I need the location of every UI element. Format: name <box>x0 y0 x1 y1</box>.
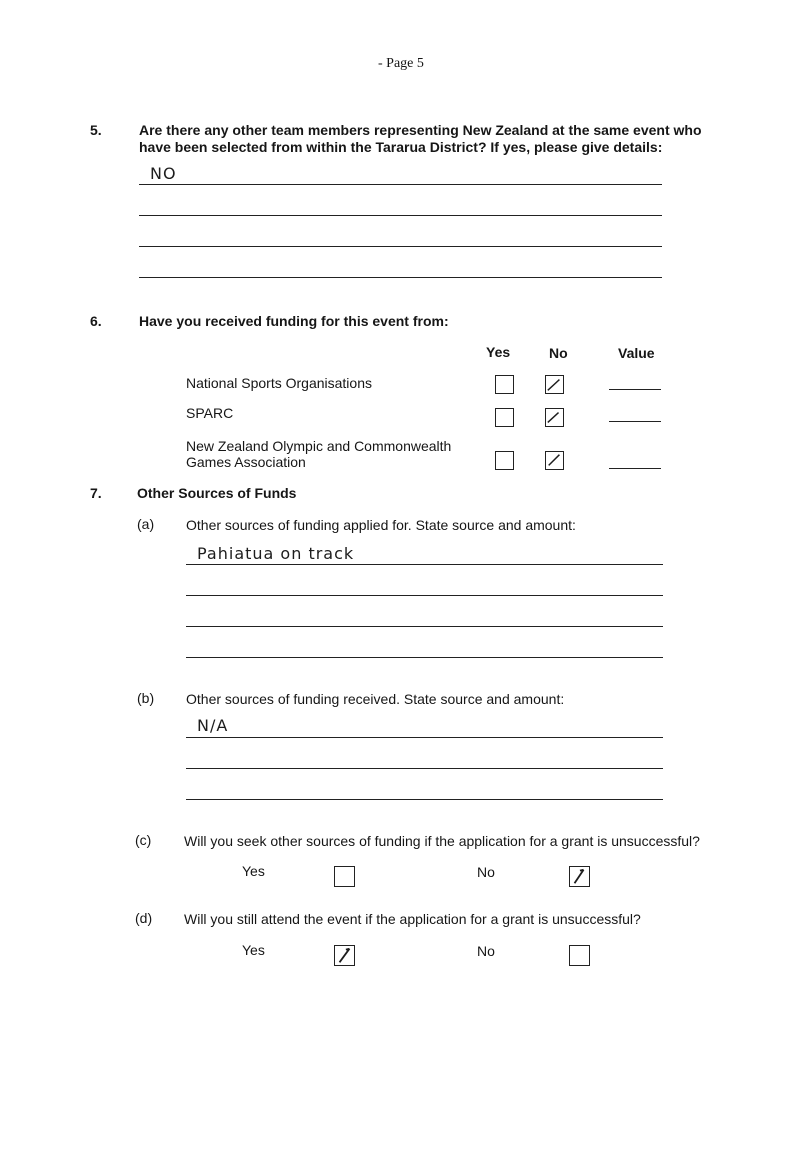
q7d-yes-checkbox[interactable] <box>334 945 355 966</box>
checkmark-icon <box>546 452 563 469</box>
q7b-answer-line-2 <box>186 768 663 769</box>
q7c-no-label: No <box>477 864 495 880</box>
q7d-yes-label: Yes <box>242 942 265 958</box>
q5-answer-line-2 <box>139 215 662 216</box>
q7-title: Other Sources of Funds <box>137 485 297 501</box>
q7d-no-checkbox[interactable] <box>569 945 590 966</box>
q5-answer-line-4 <box>139 277 662 278</box>
q5-answer: NO <box>150 164 177 183</box>
q6-row-label: New Zealand Olympic and Commonwealth <box>186 438 452 454</box>
q7c-marker: (c) <box>135 832 152 848</box>
q7a-answer: Pahiatua on track <box>197 544 355 563</box>
q6-text: Have you received funding for this event from: <box>139 313 449 329</box>
q6-row-label: National Sports Organisations <box>186 375 372 391</box>
q7b-answer-line-1 <box>186 737 663 738</box>
checkmark-icon <box>546 409 563 426</box>
q6-number: 6. <box>90 313 102 329</box>
q7a-answer-line-1 <box>186 564 663 565</box>
page-header: - Page 5 <box>378 56 424 71</box>
q6-col-yes: Yes <box>486 344 511 360</box>
q7d-marker: (d) <box>135 910 153 926</box>
q6-row1-no-checkbox[interactable] <box>545 375 564 394</box>
q7b-answer-line-3 <box>186 799 663 800</box>
q7c-no-checkbox[interactable] <box>569 866 590 887</box>
q7c-yes-label: Yes <box>242 863 265 879</box>
q5-text-line1: Are there any other team members representing New Zealand at the same event who <box>139 122 702 138</box>
q6-row1-value-line <box>609 389 661 390</box>
q6-row-label: SPARC <box>186 405 234 421</box>
q7d-text: Will you still attend the event if the application for a grant is unsuccessful? <box>184 911 641 927</box>
q6-row2-no-checkbox[interactable] <box>545 408 564 427</box>
q7d-no-label: No <box>477 943 495 959</box>
q7b-text: Other sources of funding received. State source and amount: <box>186 691 565 707</box>
q7a-marker: (a) <box>137 516 155 532</box>
q7a-answer-line-3 <box>186 626 663 627</box>
q7c-text: Will you seek other sources of funding if the application for a grant is unsuccessful? <box>184 833 700 849</box>
q5-answer-line-1 <box>139 184 662 185</box>
q6-row2-yes-checkbox[interactable] <box>495 408 514 427</box>
checkmark-icon <box>335 946 354 965</box>
q6-row3-yes-checkbox[interactable] <box>495 451 514 470</box>
q7b-answer: N/A <box>197 716 229 735</box>
q6-row3-value-line <box>609 468 661 469</box>
q7a-answer-line-2 <box>186 595 663 596</box>
q5-text-line2: have been selected from within the Tararua District? If yes, please give details: <box>139 139 663 155</box>
q6-row1-yes-checkbox[interactable] <box>495 375 514 394</box>
q7a-text: Other sources of funding applied for. State source and amount: <box>186 517 576 533</box>
q7b-marker: (b) <box>137 690 155 706</box>
q6-row3-no-checkbox[interactable] <box>545 451 564 470</box>
q7a-answer-line-4 <box>186 657 663 658</box>
q6-col-no: No <box>549 345 568 361</box>
q7c-yes-checkbox[interactable] <box>334 866 355 887</box>
checkmark-icon <box>570 867 589 886</box>
q5-number: 5. <box>90 122 102 138</box>
q6-col-value: Value <box>618 345 655 361</box>
q7-number: 7. <box>90 485 102 501</box>
q6-row2-value-line <box>609 421 661 422</box>
q5-answer-line-3 <box>139 246 662 247</box>
checkmark-icon <box>546 376 563 393</box>
q6-row-label-line2: Games Association <box>186 454 306 470</box>
